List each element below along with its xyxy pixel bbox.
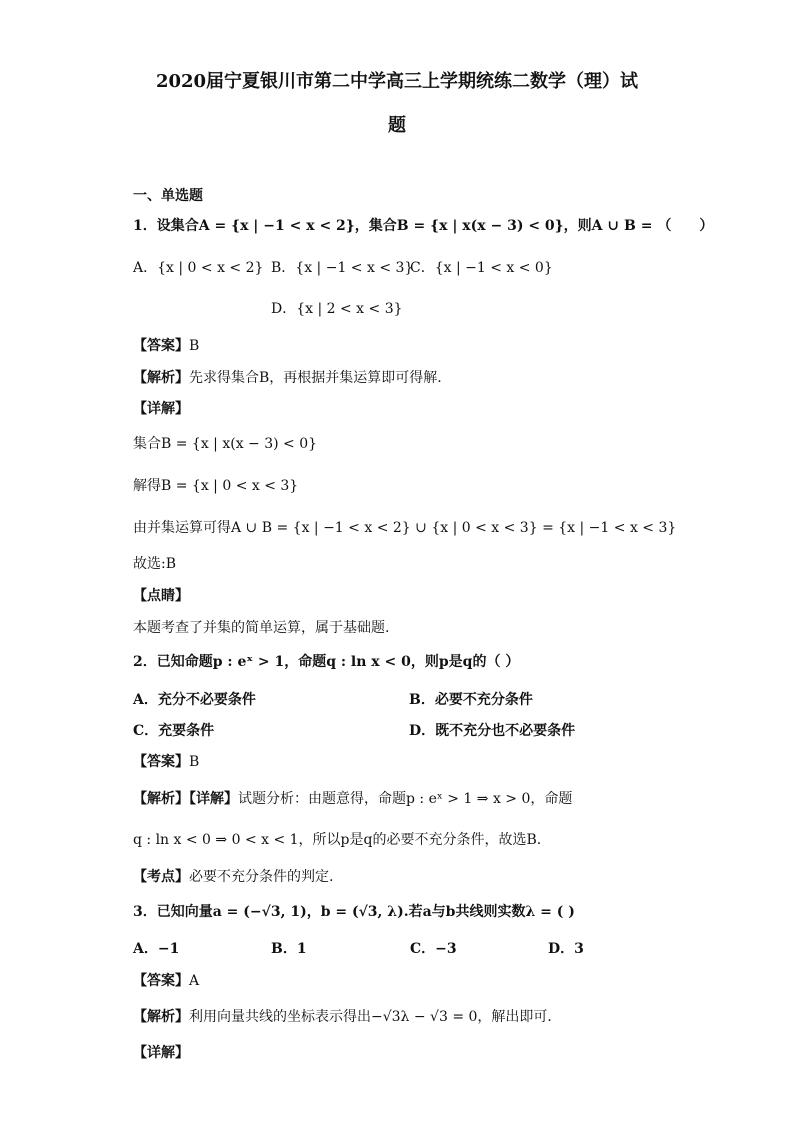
q2-point-line	[133, 867, 333, 887]
doc-title-line2: 题	[388, 115, 406, 136]
q3-stem: 3．已知向量a = (−√3, 1)，b = (√3, λ).若a与b共线则实数λ = ( )	[133, 904, 575, 920]
q3-analysis-tag: 【解析】	[133, 1009, 189, 1025]
q3-detail-tag: 【详解】	[133, 1045, 189, 1061]
q3-option-c: C．−3	[410, 941, 457, 957]
q2-analysis-line1	[133, 789, 572, 809]
q1-analysis-text: 先求得集合B，再根据并集运算即可得解.	[189, 370, 442, 386]
q2-point-text: 必要不充分条件的判定.	[189, 869, 334, 885]
q1-analysis-line	[133, 368, 442, 388]
q3-option-d: D．3	[548, 941, 584, 957]
q3-option-b: B．1	[271, 941, 307, 957]
q2-analysis-line2: q : ln x < 0 ⇒ 0 < x < 1，所以p是q的必要不充分条件，故选B.	[133, 832, 542, 848]
doc-title-line1: 2020届宁夏银川市第二中学高三上学期统练二数学（理）试	[155, 71, 639, 92]
q1-comment-text: 本题考查了并集的简单运算，属于基础题.	[133, 620, 390, 636]
q1-answer-line	[133, 336, 199, 356]
q1-stem: 1．设集合A = {x | −1 < x < 2}，集合B = {x | x(x − 3) < 0}，则A ∪ B = （ ）	[133, 218, 714, 234]
q1-detail-line2: 解得B = {x | 0 < x < 3}	[133, 478, 299, 494]
q2-answer-line	[133, 752, 199, 772]
q3-answer-value: A	[189, 973, 200, 989]
q3-analysis-text: 利用向量共线的坐标表示得出−√3λ − √3 = 0，解出即可．	[189, 1009, 562, 1025]
q2-stem: 2．已知命题p : eˣ > 1，命题q : ln x < 0，则p是q的（ ）	[133, 654, 520, 670]
q3-answer-tag: 【答案】	[133, 973, 189, 989]
q2-analysis-tag: 【解析】【详解】	[133, 791, 238, 807]
q2-analysis-text1: 试题分析：由题意得，命题p : eˣ > 1 ⇒ x > 0，命题	[238, 791, 573, 807]
q2-option-c: C．充要条件	[133, 723, 215, 739]
q1-analysis-tag: 【解析】	[133, 370, 189, 386]
q1-comment-tag: 【点睛】	[133, 588, 189, 604]
q2-answer-tag: 【答案】	[133, 754, 189, 770]
q3-analysis-line	[133, 1007, 561, 1027]
q2-option-b: B．必要不充分条件	[409, 692, 533, 708]
q2-option-d: D．既不充分也不必要条件	[409, 723, 576, 739]
q1-option-d: D．{x | 2 < x < 3}	[271, 301, 403, 317]
q2-answer-value: B	[189, 754, 200, 770]
section-heading: 一、单选题	[133, 188, 203, 204]
q3-option-a: A．−1	[133, 941, 180, 957]
q1-detail-line4: 故选:B	[133, 556, 177, 572]
q1-answer-value: B	[189, 338, 200, 354]
q1-detail-tag: 【详解】	[133, 401, 189, 417]
q2-option-a: A．充分不必要条件	[133, 692, 256, 708]
q1-detail-line3: 由并集运算可得A ∪ B = {x | −1 < x < 2} ∪ {x | 0 < x < 3} = {x | −1 < x < 3}	[133, 520, 677, 536]
q2-point-tag: 【考点】	[133, 869, 189, 885]
q1-option-a: A．{x | 0 < x < 2}	[133, 260, 264, 276]
q3-answer-line	[133, 971, 199, 991]
q1-option-c: C．{x | −1 < x < 0}	[410, 260, 553, 276]
q1-answer-tag: 【答案】	[133, 338, 189, 354]
q1-detail-line1: 集合B = {x | x(x − 3) < 0}	[133, 436, 318, 452]
q1-option-b: B．{x | −1 < x < 3}	[271, 260, 414, 276]
